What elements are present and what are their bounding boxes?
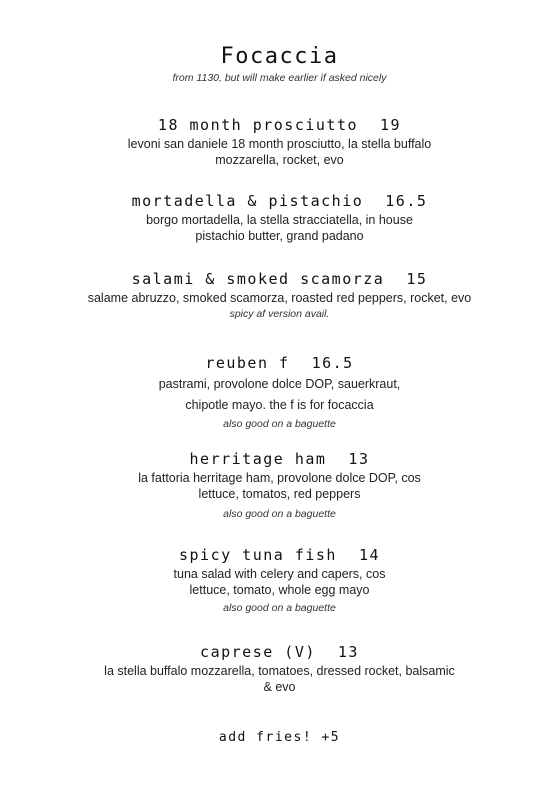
menu-item — [40, 448, 519, 520]
menu-item — [40, 268, 519, 320]
item-name: reuben f — [205, 354, 290, 372]
item-description-line: lettuce, tomato, whole egg mayo — [189, 583, 370, 597]
item-name: herritage ham — [189, 450, 327, 468]
item-description-line: la stella buffalo mozzarella, tomatoes, dressed rocket, balsamic — [104, 664, 455, 678]
item-description-line: mozzarella, rocket, evo — [215, 153, 344, 167]
item-description-line: & evo — [263, 680, 296, 694]
item-heading — [40, 114, 519, 136]
item-description — [40, 212, 519, 244]
item-price: 19 — [380, 116, 402, 134]
item-price: 13 — [337, 643, 359, 661]
item-heading — [40, 448, 519, 470]
item-price: 13 — [348, 450, 370, 468]
menu-title: Focaccia — [220, 44, 339, 69]
item-description-line: lettuce, tomatos, red peppers — [198, 487, 361, 501]
menu-item — [40, 544, 519, 614]
item-name: spicy tuna fish — [178, 546, 337, 564]
item-description-line: la fattoria herritage ham, provolone dolce DOP, cos — [138, 471, 421, 485]
menu-item — [40, 114, 519, 168]
item-description-line: pistachio butter, grand padano — [195, 229, 364, 243]
item-description — [40, 290, 519, 306]
item-heading — [40, 190, 519, 212]
item-description-line: tuna salad with celery and capers, cos — [173, 567, 386, 581]
item-note: spicy af version avail. — [229, 308, 330, 320]
item-heading — [40, 352, 519, 374]
item-price: 15 — [406, 270, 428, 288]
item-description-line: salame abruzzo, smoked scamorza, roasted red peppers, rocket, evo — [87, 291, 472, 305]
item-name: mortadella & pistachio — [131, 192, 364, 210]
item-price: 16.5 — [311, 354, 354, 372]
item-note: also good on a baguette — [223, 508, 336, 520]
item-name: caprese (V) — [200, 643, 316, 661]
item-description-line: levoni san daniele 18 month prosciutto, la stella buffalo — [127, 137, 432, 151]
menu-item — [40, 352, 519, 430]
item-heading — [40, 641, 519, 663]
item-price: 14 — [358, 546, 381, 564]
item-description-line: pastrami, provolone dolce DOP, sauerkraut, — [158, 377, 401, 391]
item-price: 16.5 — [385, 192, 428, 210]
item-description — [40, 566, 519, 598]
item-description-line: borgo mortadella, la stella stracciatella, in house — [146, 213, 413, 227]
menu-item — [40, 190, 519, 244]
item-description — [40, 136, 519, 168]
item-description-line: chipotle mayo. the f is for focaccia — [185, 398, 374, 412]
item-description — [40, 374, 519, 416]
item-name: salami & smoked scamorza — [131, 270, 385, 288]
item-description — [40, 470, 519, 502]
menu-item — [40, 641, 519, 695]
item-note: also good on a baguette — [223, 418, 336, 430]
item-heading — [40, 268, 519, 290]
item-name: 18 month prosciutto — [157, 116, 359, 134]
item-description — [40, 663, 519, 695]
menu-subtitle: from 1130, but will make earlier if asked nicely — [172, 72, 387, 84]
item-heading — [40, 544, 519, 566]
item-note: also good on a baguette — [223, 602, 336, 614]
add-fries-note: add fries! +5 — [218, 730, 341, 745]
